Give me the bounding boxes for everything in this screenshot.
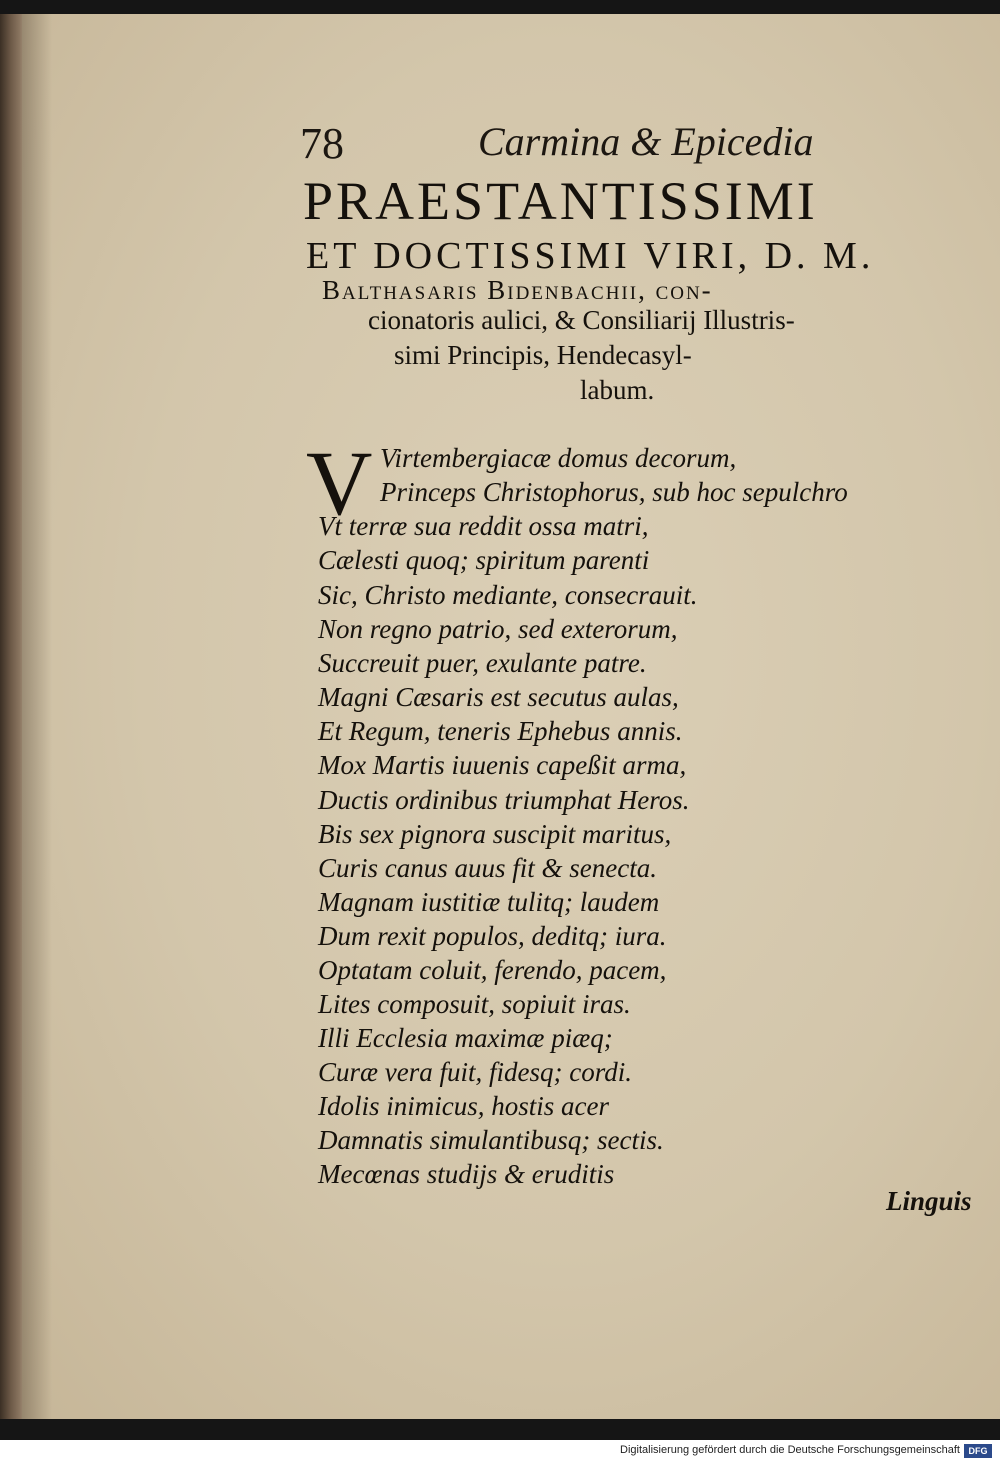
verse-line: Illi Ecclesia maximæ piæq; [318, 1023, 613, 1053]
verse-line: Sic, Christo mediante, consecrauit. [318, 580, 698, 610]
verse-line: Idolis inimicus, hostis acer [318, 1091, 609, 1121]
verse-line: Cælesti quoq; spiritum parenti [318, 545, 650, 575]
title-line-1: PRAESTANTISSIMI [303, 171, 818, 231]
verse-line: Succreuit puer, exulante patre. [318, 648, 647, 678]
verse-line: Dum rexit populos, deditq; iura. [318, 921, 667, 951]
dfg-logo-icon: DFG [964, 1444, 992, 1458]
verse-line: Curæ vera fuit, fidesq; cordi. [318, 1057, 632, 1087]
title-line-2: ET DOCTISSIMI VIRI, D. M. [306, 235, 875, 277]
verse-line: Princeps Christophorus, sub hoc sepulchro [380, 477, 848, 507]
drop-cap-initial: V [306, 432, 373, 534]
verse-line: Optatam coluit, ferendo, pacem, [318, 955, 667, 985]
verse-line: Curis canus auus fit & senecta. [318, 853, 657, 883]
verse-line: Ductis ordinibus triumphat Heros. [318, 785, 690, 815]
title-line-4: cionatoris aulici, & Consiliarij Illustris- [368, 305, 795, 335]
catchword: Linguis [886, 1186, 972, 1216]
verse-line: Damnatis simulantibusq; sectis. [318, 1125, 664, 1155]
verse-line: Mox Martis iuuenis capeßit arma, [318, 750, 687, 780]
verse-line: Magnam iustitiæ tulitq; laudem [318, 887, 660, 917]
page-header [300, 118, 960, 178]
verse-line: Bis sex pignora suscipit maritus, [318, 819, 672, 849]
verse-line: Et Regum, teneris Ephebus annis. [318, 716, 683, 746]
verse-line: Virtembergiacæ domus decorum, [380, 443, 737, 473]
title-line-3: Balthasaris Bidenbachii, con- [322, 275, 713, 305]
title-line-5: simi Principis, Hendecasyl- [394, 340, 692, 370]
verse-line: Non regno patrio, sed exterorum, [318, 614, 678, 644]
page-number: 78 [300, 119, 344, 168]
verse-line: Lites composuit, sopiuit iras. [318, 989, 631, 1019]
verse-line: Mecœnas studijs & eruditis [318, 1159, 615, 1189]
title-line-6: labum. [580, 375, 655, 405]
digitization-footer [0, 1440, 1000, 1463]
funding-credit: Digitalisierung gefördert durch die Deutsche Forschungsgemeinschaft [620, 1444, 960, 1456]
running-title: Carmina & Epicedia [478, 119, 814, 164]
verse-line: Magni Cæsaris est secutus aulas, [318, 682, 679, 712]
gutter-shadow [22, 14, 52, 1419]
verse-line: Vt terræ sua reddit ossa matri, [318, 511, 649, 541]
